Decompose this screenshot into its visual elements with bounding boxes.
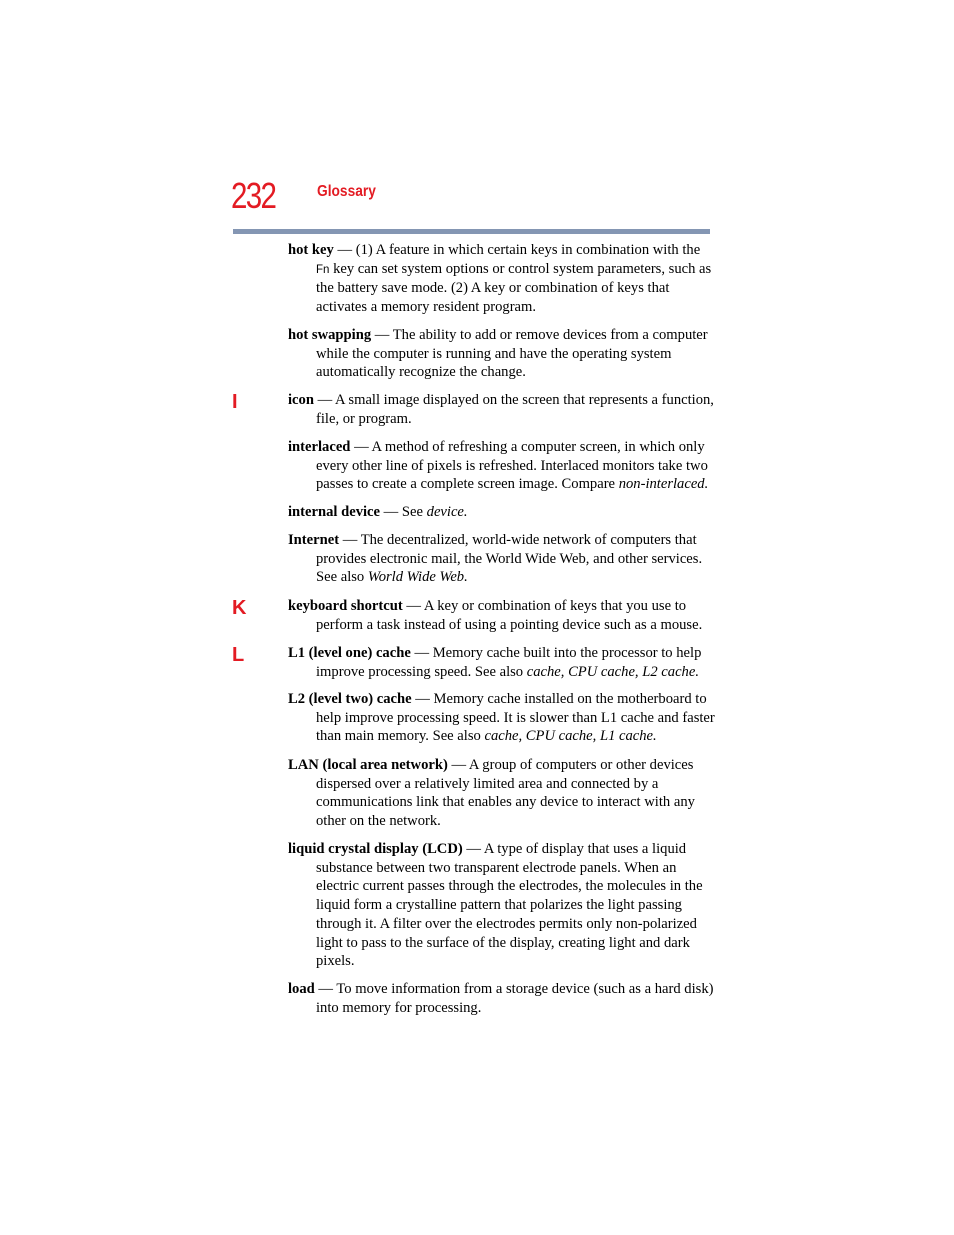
entry-term: internal device [288,504,381,520]
entry-text: passes to create a complete screen image. Compare [316,476,619,493]
glossary-entry-load [288,980,714,1017]
glossary-entry-internet [288,531,708,587]
entry-term: load [288,981,315,997]
glossary-entry-keyboard-shortcut [288,597,708,634]
letter-marker-i: I [232,391,238,413]
entry-text: into memory for processing. [316,999,482,1016]
glossary-entry-lcd [288,840,708,971]
entry-text: See also [316,569,368,586]
glossary-entry-lan [288,756,708,831]
entry-text: every other line of pixels is refreshed. Interlaced monitors take two [316,457,708,474]
entry-text: through it. A filter over the electrodes permits only non-polarized [316,915,697,932]
entry-text: other on the network. [316,813,441,830]
entry-text: — Memory cache built into the processor to help [410,645,702,661]
entry-text: electric current passes through the electrodes, the molecules in the [316,878,703,895]
cross-reference: device. [426,504,468,520]
glossary-entry-hot-key [288,241,712,317]
entry-text: liquid form a crystalline pattern that polarizes the light passing [316,897,682,914]
entry-text: — The ability to add or remove devices from a computer [371,327,708,343]
entry-text: provides electronic mail, the World Wide Web, and other services. [316,550,703,567]
entry-term: icon [288,392,314,408]
entry-term: hot key [288,242,334,258]
letter-marker-k: K [232,597,247,619]
entry-text: — To move information from a storage device (such as a hard disk) [314,981,714,997]
header-rule [233,229,710,234]
entry-text: light to pass to the surface of the display, creating light and dark [316,934,690,951]
entry-text: — (1) A feature in which certain keys in combination with the [333,242,701,258]
entry-term: liquid crystal display (LCD) [288,841,463,857]
glossary-entry-interlaced [288,438,708,494]
cross-reference: non-interlaced. [618,476,709,493]
entry-text: — A key or combination of keys that you use to [402,598,687,614]
entry-term: keyboard shortcut [288,598,403,614]
entry-text: perform a task instead of using a pointing device such as a mouse. [316,616,703,633]
page-number: 232 [231,175,276,216]
entry-text: file, or program. [316,410,412,427]
entry-text: automatically recognize the change. [316,364,526,381]
entry-text: — A type of display that uses a liquid [462,841,687,857]
entry-text: substance between two transparent electrode panels. When an [316,859,677,876]
entry-term: L1 (level one) cache [288,645,411,661]
entry-text: key can set system options or control system parameters, such as [333,260,712,277]
entry-text: — A method of refreshing a computer screen, in which only [350,439,705,455]
fn-key-label: Fn [316,263,330,276]
entry-text: — See [380,504,427,520]
entry-term: interlaced [288,439,351,455]
entry-text: — Memory cache installed on the motherboard to [411,691,707,707]
glossary-entry-icon [288,391,714,428]
entry-text: than main memory. See also [316,728,485,745]
entry-term: LAN (local area network) [288,757,448,773]
entry-text: the battery save mode. (2) A key or combination of keys that [316,280,670,297]
entry-text: improve processing speed. See also [316,663,527,680]
entry-term: Internet [288,532,340,548]
entry-text: while the computer is running and have the operating system [316,345,672,362]
glossary-entry-l1-cache [288,644,708,681]
entry-text: — A group of computers or other devices [447,757,694,773]
cross-reference: cache, CPU cache, L2 cache. [526,663,699,680]
entry-text: communications link that enables any device to interact with any [316,794,695,811]
glossary-entry-internal-device [288,503,708,522]
entry-term: L2 (level two) cache [288,691,412,707]
entry-text: — A small image displayed on the screen that represents a function, [313,392,714,408]
entry-term: hot swapping [288,327,372,343]
entry-text: pixels. [316,953,355,970]
entry-text: — The decentralized, world-wide network of computers that [339,532,697,548]
entry-text: activates a memory resident program. [316,299,537,316]
letter-marker-l: L [232,644,245,666]
entry-text: help improve processing speed. It is slower than L1 cache and faster [316,709,715,726]
cross-reference: cache, CPU cache, L1 cache. [484,728,657,745]
section-title: Glossary [317,183,376,200]
cross-reference: World Wide Web. [367,569,468,586]
glossary-entry-l2-cache [288,690,715,746]
glossary-entry-hot-swapping [288,326,708,382]
entry-text: dispersed over a relatively limited area and connected by a [316,775,659,792]
